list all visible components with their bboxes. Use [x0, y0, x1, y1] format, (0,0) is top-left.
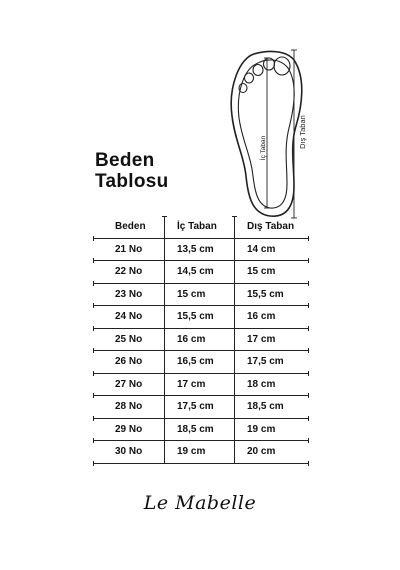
table-row [93, 306, 309, 329]
outer-sole-label: Dış Taban [298, 115, 307, 149]
cell-size: 28 No [115, 401, 143, 412]
cell-inner-sole: 15 cm [177, 288, 206, 300]
cell-outer-sole: 14 cm [247, 243, 276, 255]
cell-inner-sole: 14,5 cm [177, 266, 214, 277]
cell-size: 29 No [115, 423, 143, 435]
cell-inner-sole: 13,5 cm [177, 243, 214, 255]
table-row [93, 396, 309, 419]
title-line-1: Beden [95, 150, 155, 171]
cell-outer-sole: 20 cm [247, 446, 276, 457]
row-divider [93, 463, 309, 464]
table-row [93, 239, 309, 262]
column-divider [164, 216, 165, 464]
insole-diagram [210, 36, 340, 226]
page-title [95, 150, 169, 192]
inner-sole-label: İç Taban [260, 135, 267, 161]
cell-size: 24 No [115, 311, 143, 322]
cell-size: 22 No [115, 266, 143, 277]
cell-inner-sole: 18,5 cm [177, 423, 214, 435]
toe-icon [245, 73, 254, 83]
cell-size: 27 No [115, 378, 143, 390]
cell-outer-sole: 15,5 cm [247, 288, 284, 300]
cell-size: 30 No [115, 446, 143, 457]
size-table [93, 216, 309, 464]
cell-outer-sole: 17,5 cm [247, 356, 284, 367]
table-row [93, 374, 309, 397]
cell-outer-sole: 16 cm [247, 311, 276, 322]
cell-size: 23 No [115, 288, 143, 300]
cell-outer-sole: 15 cm [247, 266, 276, 277]
column-divider [234, 216, 235, 464]
brand-logo: Le Mabelle [143, 492, 257, 514]
cell-outer-sole: 17 cm [247, 333, 276, 345]
table-row [93, 329, 309, 352]
cell-outer-sole: 18 cm [247, 378, 276, 390]
table-row [93, 261, 309, 284]
header-inner-sole: İç Taban [177, 221, 217, 232]
cell-size: 25 No [115, 333, 143, 345]
header-outer-sole: Dış Taban [247, 221, 295, 232]
table-header-row [93, 216, 309, 239]
table-row [93, 284, 309, 307]
cell-size: 26 No [115, 356, 143, 367]
cell-inner-sole: 16 cm [177, 333, 206, 345]
toe-icon [274, 57, 290, 75]
table-row [93, 419, 309, 442]
toe-icon [253, 65, 263, 76]
cell-outer-sole: 18,5 cm [247, 401, 284, 412]
cell-inner-sole: 19 cm [177, 446, 206, 457]
table-row [93, 441, 309, 464]
header-size: Beden [115, 221, 146, 232]
cell-inner-sole: 17 cm [177, 378, 206, 390]
cell-size: 21 No [115, 243, 143, 255]
table-row [93, 351, 309, 374]
cell-inner-sole: 16,5 cm [177, 356, 214, 367]
cell-inner-sole: 15,5 cm [177, 311, 214, 322]
title-line-2: Tablosu [95, 171, 169, 192]
cell-inner-sole: 17,5 cm [177, 401, 214, 412]
cell-outer-sole: 19 cm [247, 423, 276, 435]
